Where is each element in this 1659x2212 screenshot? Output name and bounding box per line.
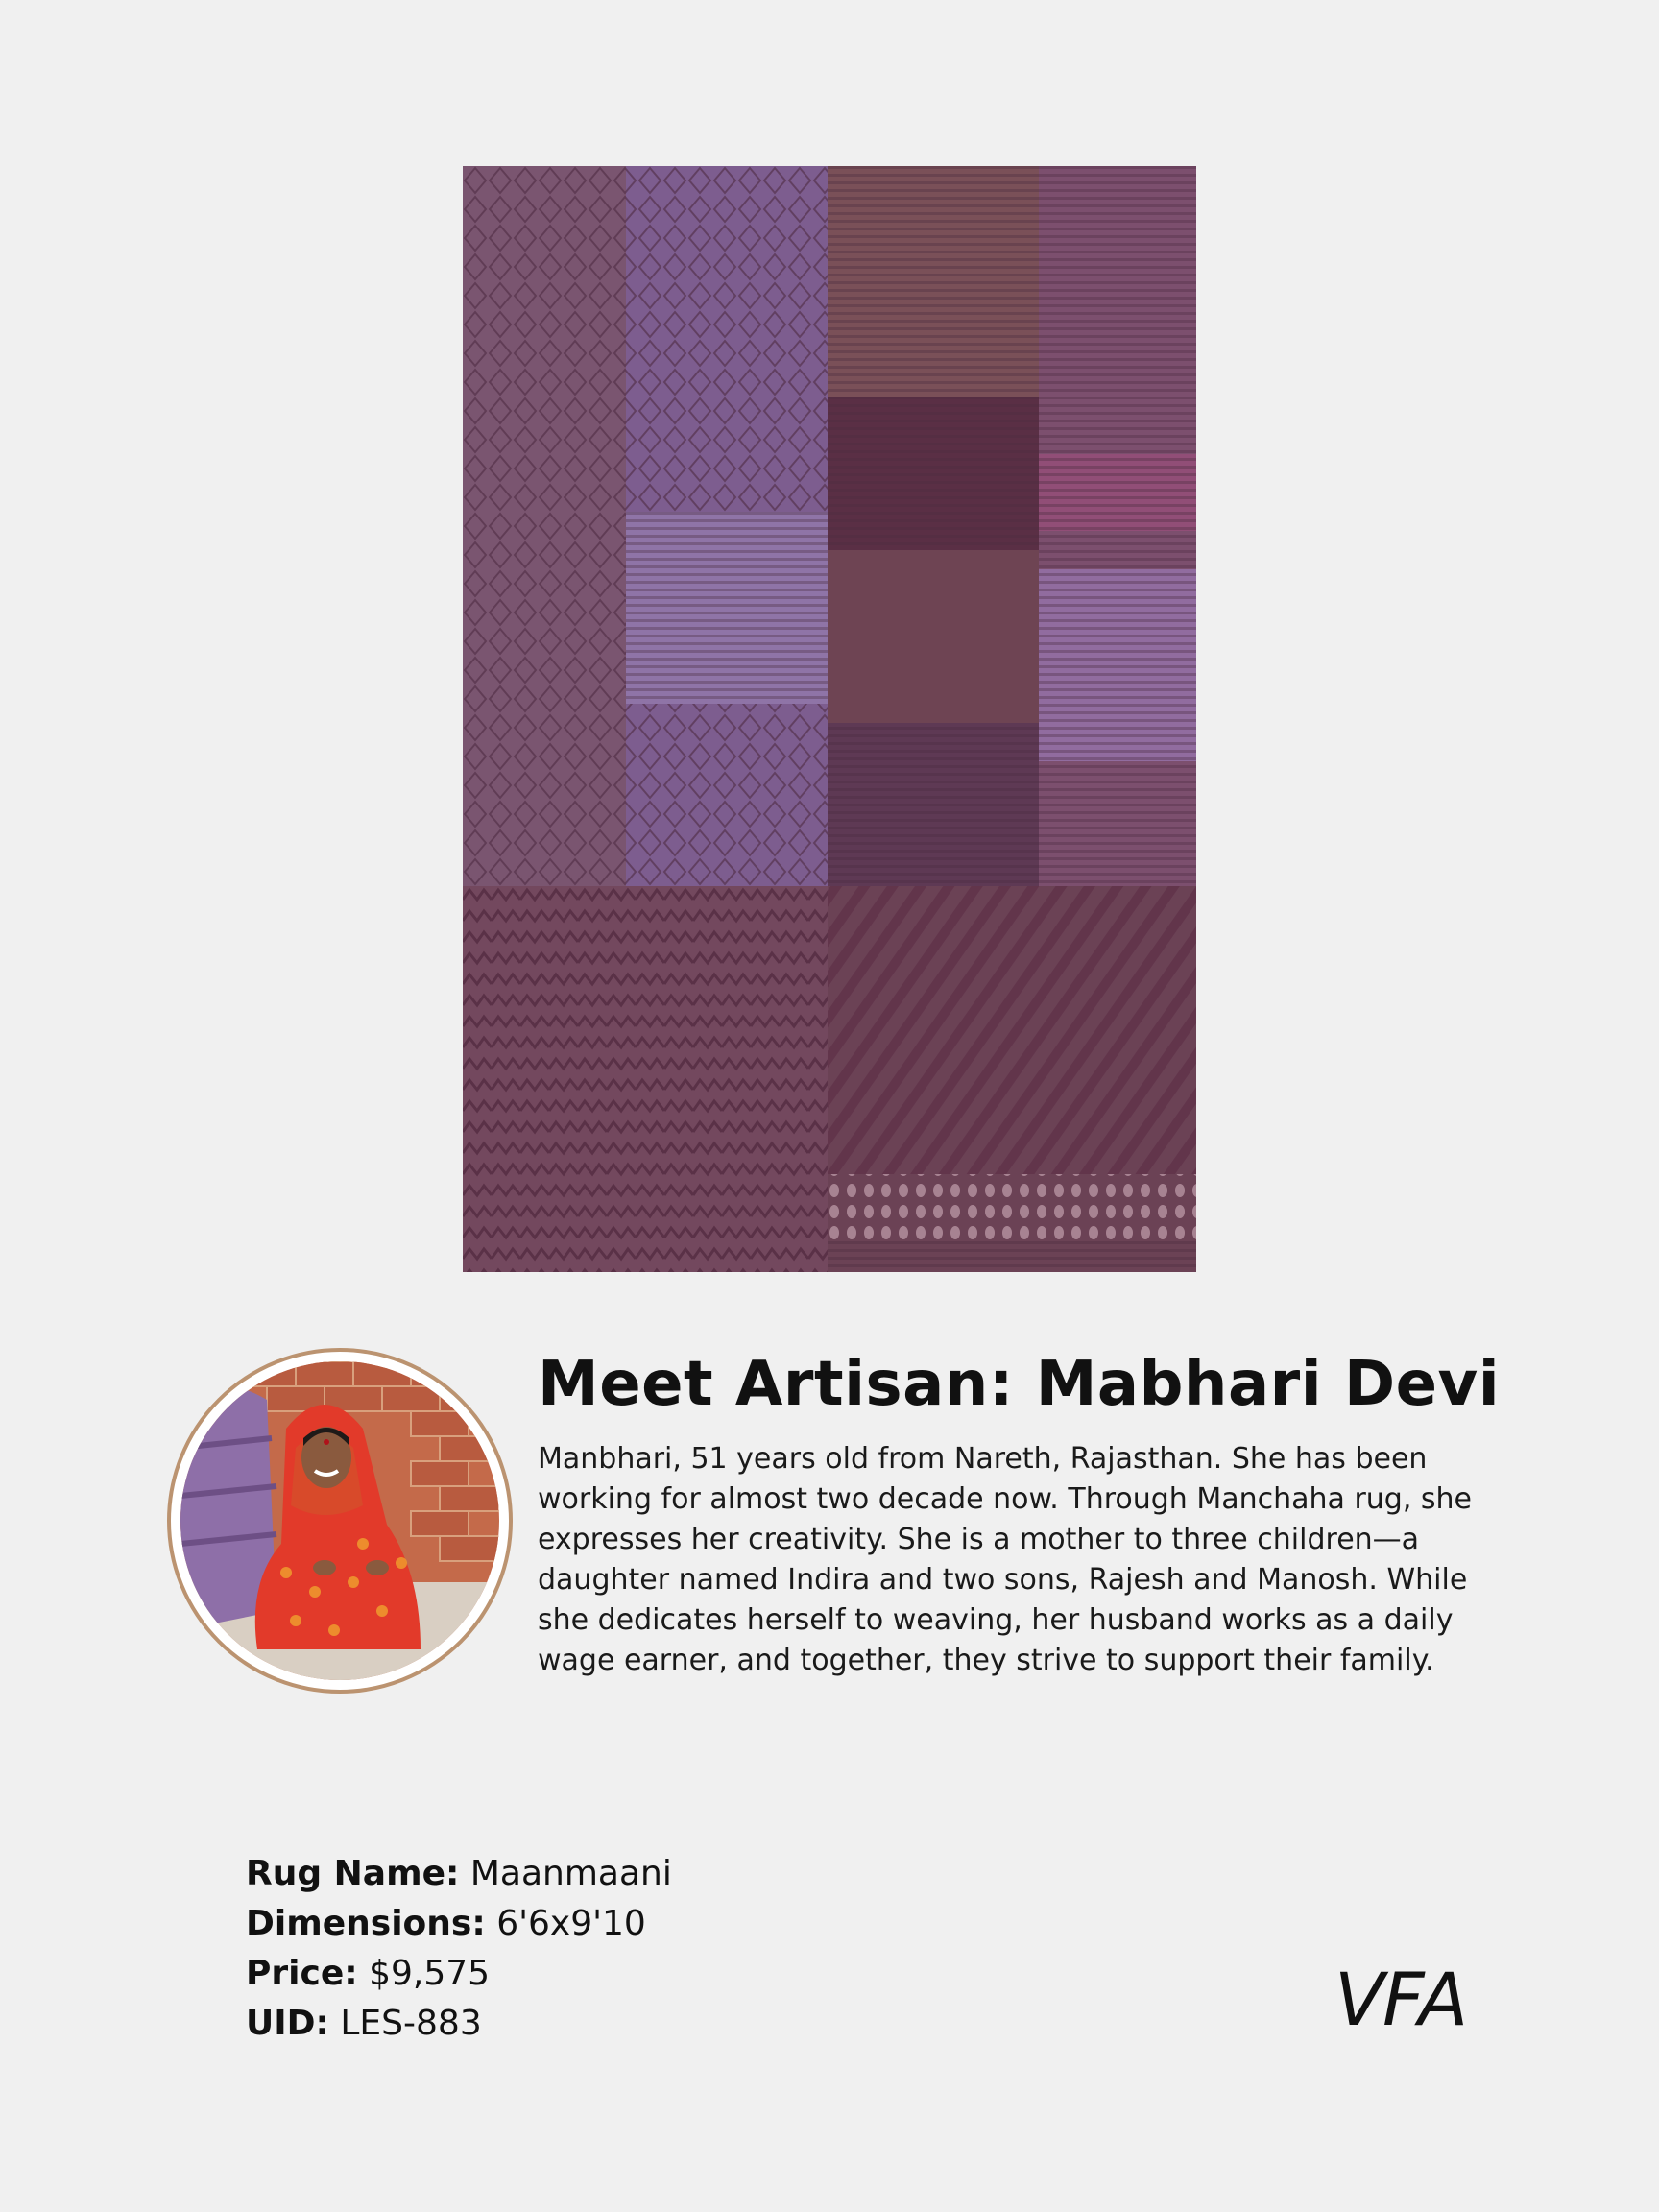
spec-uid bbox=[246, 1999, 672, 2049]
spec-price-value: $9,575 bbox=[369, 1954, 491, 1993]
spec-price-label: Price: bbox=[246, 1954, 358, 1993]
brand-logo: VFA bbox=[1334, 1957, 1467, 2042]
spec-uid-label: UID: bbox=[246, 2004, 329, 2043]
spec-dimensions-label: Dimensions: bbox=[246, 1904, 486, 1943]
spec-dimensions bbox=[246, 1899, 672, 1949]
artisan-bio: Manbhari, 51 years old from Nareth, Rajasthan. She has been working for almost two decade now. Through Manchaha rug, she expresses her creativity. She is a mother to three children—a daughter named Indira and two sons, Rajesh and Manosh. While she dedicates herself to weaving, her husband works as a daily wage earner, and together, they strive to support their family. bbox=[538, 1442, 1473, 1677]
artisan-photo-illustration bbox=[180, 1361, 499, 1680]
spec-uid-value: LES-883 bbox=[340, 2004, 482, 2043]
spec-price bbox=[246, 1949, 672, 1999]
spec-rug-name-value: Maanmaani bbox=[469, 1854, 672, 1893]
artisan-portrait bbox=[167, 1348, 513, 1694]
artisan-photo bbox=[180, 1361, 499, 1680]
spec-rug-name-label: Rug Name: bbox=[246, 1854, 460, 1893]
rug-illustration bbox=[463, 166, 1196, 1272]
artisan-title: Meet Artisan: Mabhari Devi bbox=[538, 1349, 1501, 1420]
spec-dimensions-value: 6'6x9'10 bbox=[496, 1904, 646, 1943]
rug-specs bbox=[246, 1849, 672, 2049]
spec-rug-name bbox=[246, 1849, 672, 1899]
rug-image bbox=[463, 166, 1196, 1272]
